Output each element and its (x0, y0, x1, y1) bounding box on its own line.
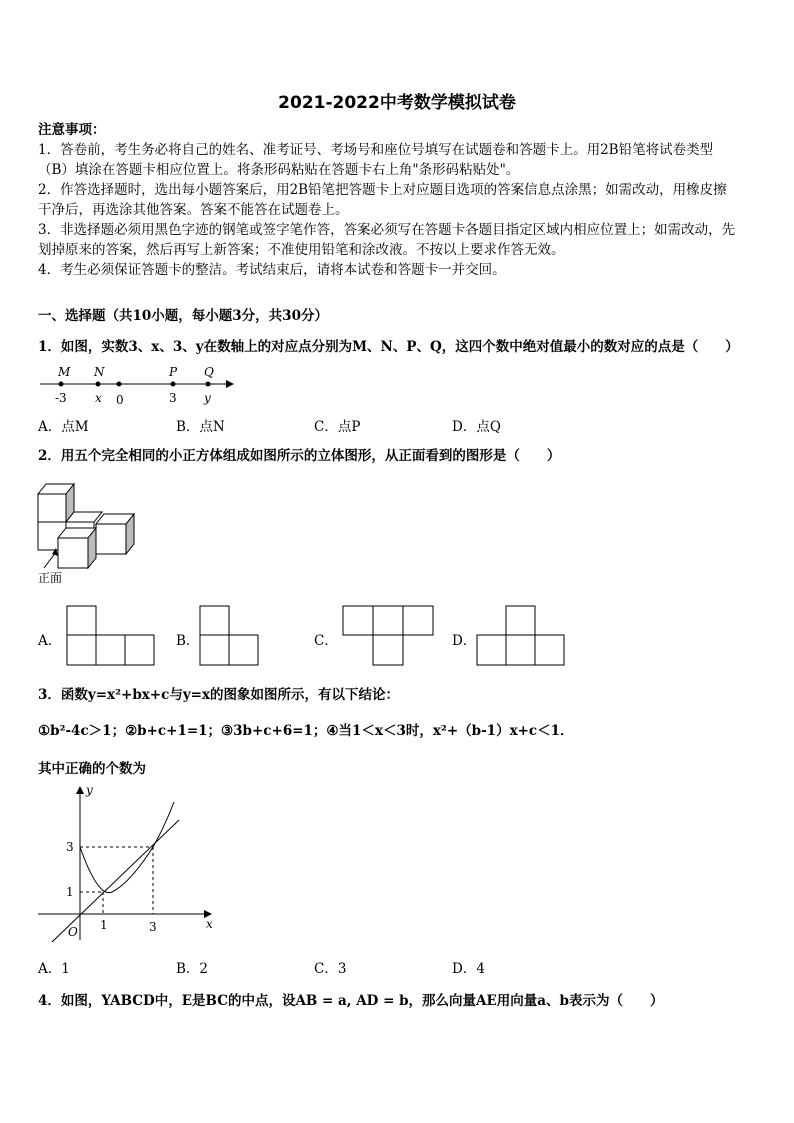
q2-option-d-figure[interactable] (476, 604, 568, 668)
value-zero: 0 (116, 393, 124, 407)
origin-label: O (68, 925, 78, 939)
point-n (96, 382, 101, 387)
q2-option-c-figure[interactable] (342, 604, 436, 668)
notice-line: 3．非选择题必须用黑色字迹的钢笔或签字笔作答，答案必须写在答题卡各题目指定区域内相应位置上；如需改动，先 (38, 222, 736, 238)
y-tick-3: 3 (66, 840, 74, 854)
point-zero (117, 382, 122, 387)
q1-option-b[interactable]: B．点N (176, 419, 225, 435)
point-q (206, 382, 211, 387)
q2-option-a-figure[interactable] (66, 604, 158, 668)
point-p (171, 382, 176, 387)
question-3-stem: 3．函数y=x²+bx+c与y=x的图象如图所示，有以下结论： (38, 687, 400, 703)
value-q: y (204, 391, 211, 405)
front-label: 正面 (38, 571, 63, 585)
q2-option-d[interactable]: D． (452, 633, 477, 649)
x-axis-label: x (206, 917, 213, 931)
value-n: x (95, 391, 102, 405)
notice-line: 2．作答选择题时，选出每小题答案后，用2B铅笔把答题卡上对应题目选项的答案信息点涂黑；如需改动，用橡皮擦 (38, 182, 727, 198)
notice-heading: 注意事项： (38, 122, 106, 138)
q2-option-b-figure[interactable] (199, 604, 263, 668)
notice-line: 干净后，再选涂其他答案。答案不能答在试题卷上。 (38, 202, 349, 218)
question-3-conclusions: ①b²-4c＞1；②b+c+1=1；③3b+c+6=1；④当1＜x＜3时，x²+（b-1）x+c＜1． (38, 723, 574, 739)
q1-option-a[interactable]: A．点M (38, 419, 89, 435)
q3-option-a[interactable]: A．1 (38, 961, 70, 977)
q2-option-a[interactable]: A． (38, 633, 62, 649)
section-heading: 一、选择题（共10小题，每小题3分，共30分） (38, 308, 328, 324)
q3-option-d[interactable]: D．4 (452, 961, 485, 977)
question-4-stem: 4．如图，YABCD中，E是BC的中点，设AB = a, AD = b，那么向量AE用向量a、b表示为（ ） (38, 993, 664, 1009)
q1-option-d[interactable]: D．点Q (452, 419, 501, 435)
q3-option-b[interactable]: B．2 (176, 961, 209, 977)
notice-line: 1．答卷前，考生务必将自己的姓名、准考证号、考场号和座位号填写在试题卷和答题卡上。用2B铅笔将试卷类型 (38, 142, 714, 158)
y-tick-1: 1 (66, 885, 74, 899)
point-m (59, 382, 64, 387)
x-tick-3: 3 (149, 920, 157, 934)
label-m: M (58, 365, 71, 379)
page-title: 2021-2022中考数学模拟试卷 (278, 93, 516, 113)
label-n: N (94, 365, 105, 379)
y-axis-label: y (86, 783, 93, 797)
line-y-equals-x (52, 820, 179, 942)
question-3-prompt: 其中正确的个数为 (38, 761, 146, 777)
question-1-stem: 1．如图，实数3、x、3、y在数轴上的对应点分别为M、N、P、Q，这四个数中绝对值最小的数对应的点是（ ） (38, 339, 739, 355)
notice-line: 4．考生必须保证答题卡的整洁。考试结束后，请将本试卷和答题卡一并交回。 (38, 262, 506, 278)
label-q: Q (204, 365, 214, 379)
function-graph (34, 780, 219, 945)
notice-line: （B）填涂在答题卡相应位置上。将条形码粘贴在答题卡右上角"条形码粘贴处"。 (38, 162, 520, 178)
q2-option-c[interactable]: C． (314, 633, 338, 649)
notice-block (38, 140, 760, 280)
label-p: P (169, 365, 178, 379)
number-line-figure (38, 362, 238, 408)
q3-option-c[interactable]: C．3 (314, 961, 347, 977)
q1-option-c[interactable]: C．点P (314, 419, 361, 435)
value-p: 3 (169, 391, 177, 405)
q2-option-b[interactable]: B． (176, 633, 200, 649)
value-m: -3 (55, 391, 67, 405)
x-tick-1: 1 (100, 918, 108, 932)
notice-line: 划掉原来的答案，然后再写上新答案；不准使用铅笔和涂改液。不按以上要求作答无效。 (38, 242, 565, 258)
question-2-stem: 2．用五个完全相同的小正方体组成如图所示的立体图形，从正面看到的图形是（ ） (38, 448, 561, 464)
